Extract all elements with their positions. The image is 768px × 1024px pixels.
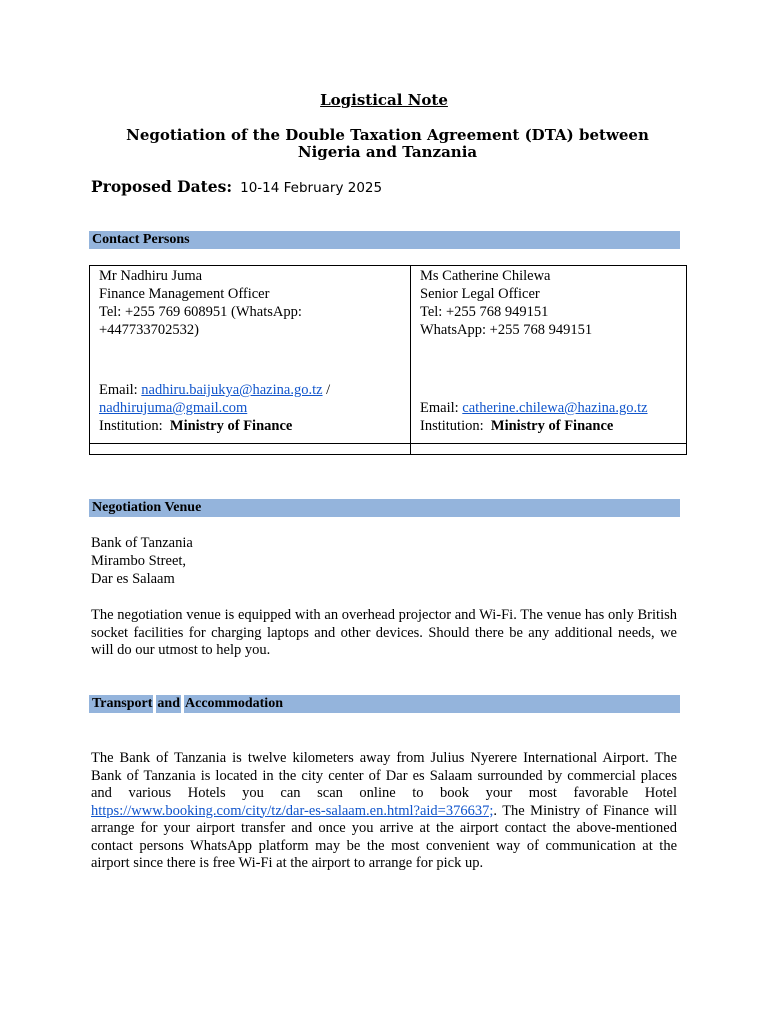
contact1-institution: Ministry of Finance [169,418,293,434]
contact2-email-label: Email: [420,400,463,416]
contact2-whatsapp: WhatsApp: +255 768 949151 [420,322,593,338]
contact1-footer [99,381,330,435]
proposed-dates-value: 10-14 February 2025 [240,180,383,196]
contact-cell-1 [90,266,411,444]
empty-cell-1 [90,444,411,455]
contact2-institution-label: Institution: [420,418,484,434]
venue-description: The negotiation venue is equipped with an overhead projector and Wi-Fi. The venue has only British socket facilities for charging laptops and other devices. Should there be any additional needs, we will do our utmost to help you. [91,607,677,658]
transport-text-before-link: The Bank of Tanzania is twelve kilometers away from Julius Nyerere International Airport. The Bank of Tanzania is located in the city center of Dar es Salaam surrounded by commercial places and various Hotels you can scan online to book your most favorable Hotel [91,750,677,801]
contact2-institution: Ministry of Finance [490,418,614,434]
transport-heading-part-2: and [157,696,180,711]
contact2-role: Senior Legal Officer [420,286,540,302]
negotiation-venue-heading: Negotiation Venue [89,499,680,517]
transport-text-after-link: . The Ministry of Finance will arrange for your airport transfer and once you arrive at the airport contact the above-mentioned contact persons WhatsApp platform may be the most convenient way of communication at the airport since there is free Wi-Fi at the airport to arrange for pick up. [91,802,677,871]
contact1-institution-label: Institution: [99,418,163,434]
contact2-name: Ms Catherine Chilewa [420,268,551,284]
transport-heading-part-1: Transport [92,696,153,711]
contacts-table [89,265,687,455]
venue-address-line-2: Mirambo Street, [91,553,187,569]
subtitle-line-1: Negotiation of the Double Taxation Agreement (DTA) between [126,126,649,144]
contact1-role: Finance Management Officer [99,286,270,302]
contact1-tel-line1: Tel: +255 769 608951 (WhatsApp: [99,304,302,320]
empty-cell-2 [411,444,687,455]
contacts-empty-row [90,444,687,455]
transport-accommodation-heading [89,695,680,713]
venue-address [91,534,193,588]
contact1-tel-line2: +447733702532) [99,322,200,338]
contact1-name: Mr Nadhiru Juma [99,268,203,284]
contact1-email-label: Email: [99,382,142,398]
contacts-row [90,266,687,444]
proposed-dates [91,177,382,197]
contact1-email-link-2[interactable]: nadhirujuma@gmail.com [99,400,248,416]
document-title: Logistical Note [320,91,448,109]
proposed-dates-label: Proposed Dates: [91,177,233,196]
contact1-email-link-1[interactable]: nadhiru.baijukya@hazina.go.tz [141,382,323,398]
contact2-footer [420,399,648,435]
transport-paragraph [91,750,677,873]
contact-persons-heading: Contact Persons [89,231,680,249]
venue-address-line-3: Dar es Salaam [91,571,175,587]
document-subtitle [110,127,665,161]
venue-address-line-1: Bank of Tanzania [91,535,193,551]
contact2-email-link[interactable]: catherine.chilewa@hazina.go.tz [462,400,648,416]
booking-link[interactable]: https://www.booking.com/city/tz/dar-es-salaam.en.html?aid=376637; [91,802,494,819]
transport-heading-part-3: Accommodation [185,696,283,711]
subtitle-line-2: Nigeria and Tanzania [297,143,478,161]
contact-cell-2 [411,266,687,444]
contact1-email-separator: / [322,382,331,398]
contact2-tel: Tel: +255 768 949151 [420,304,549,320]
